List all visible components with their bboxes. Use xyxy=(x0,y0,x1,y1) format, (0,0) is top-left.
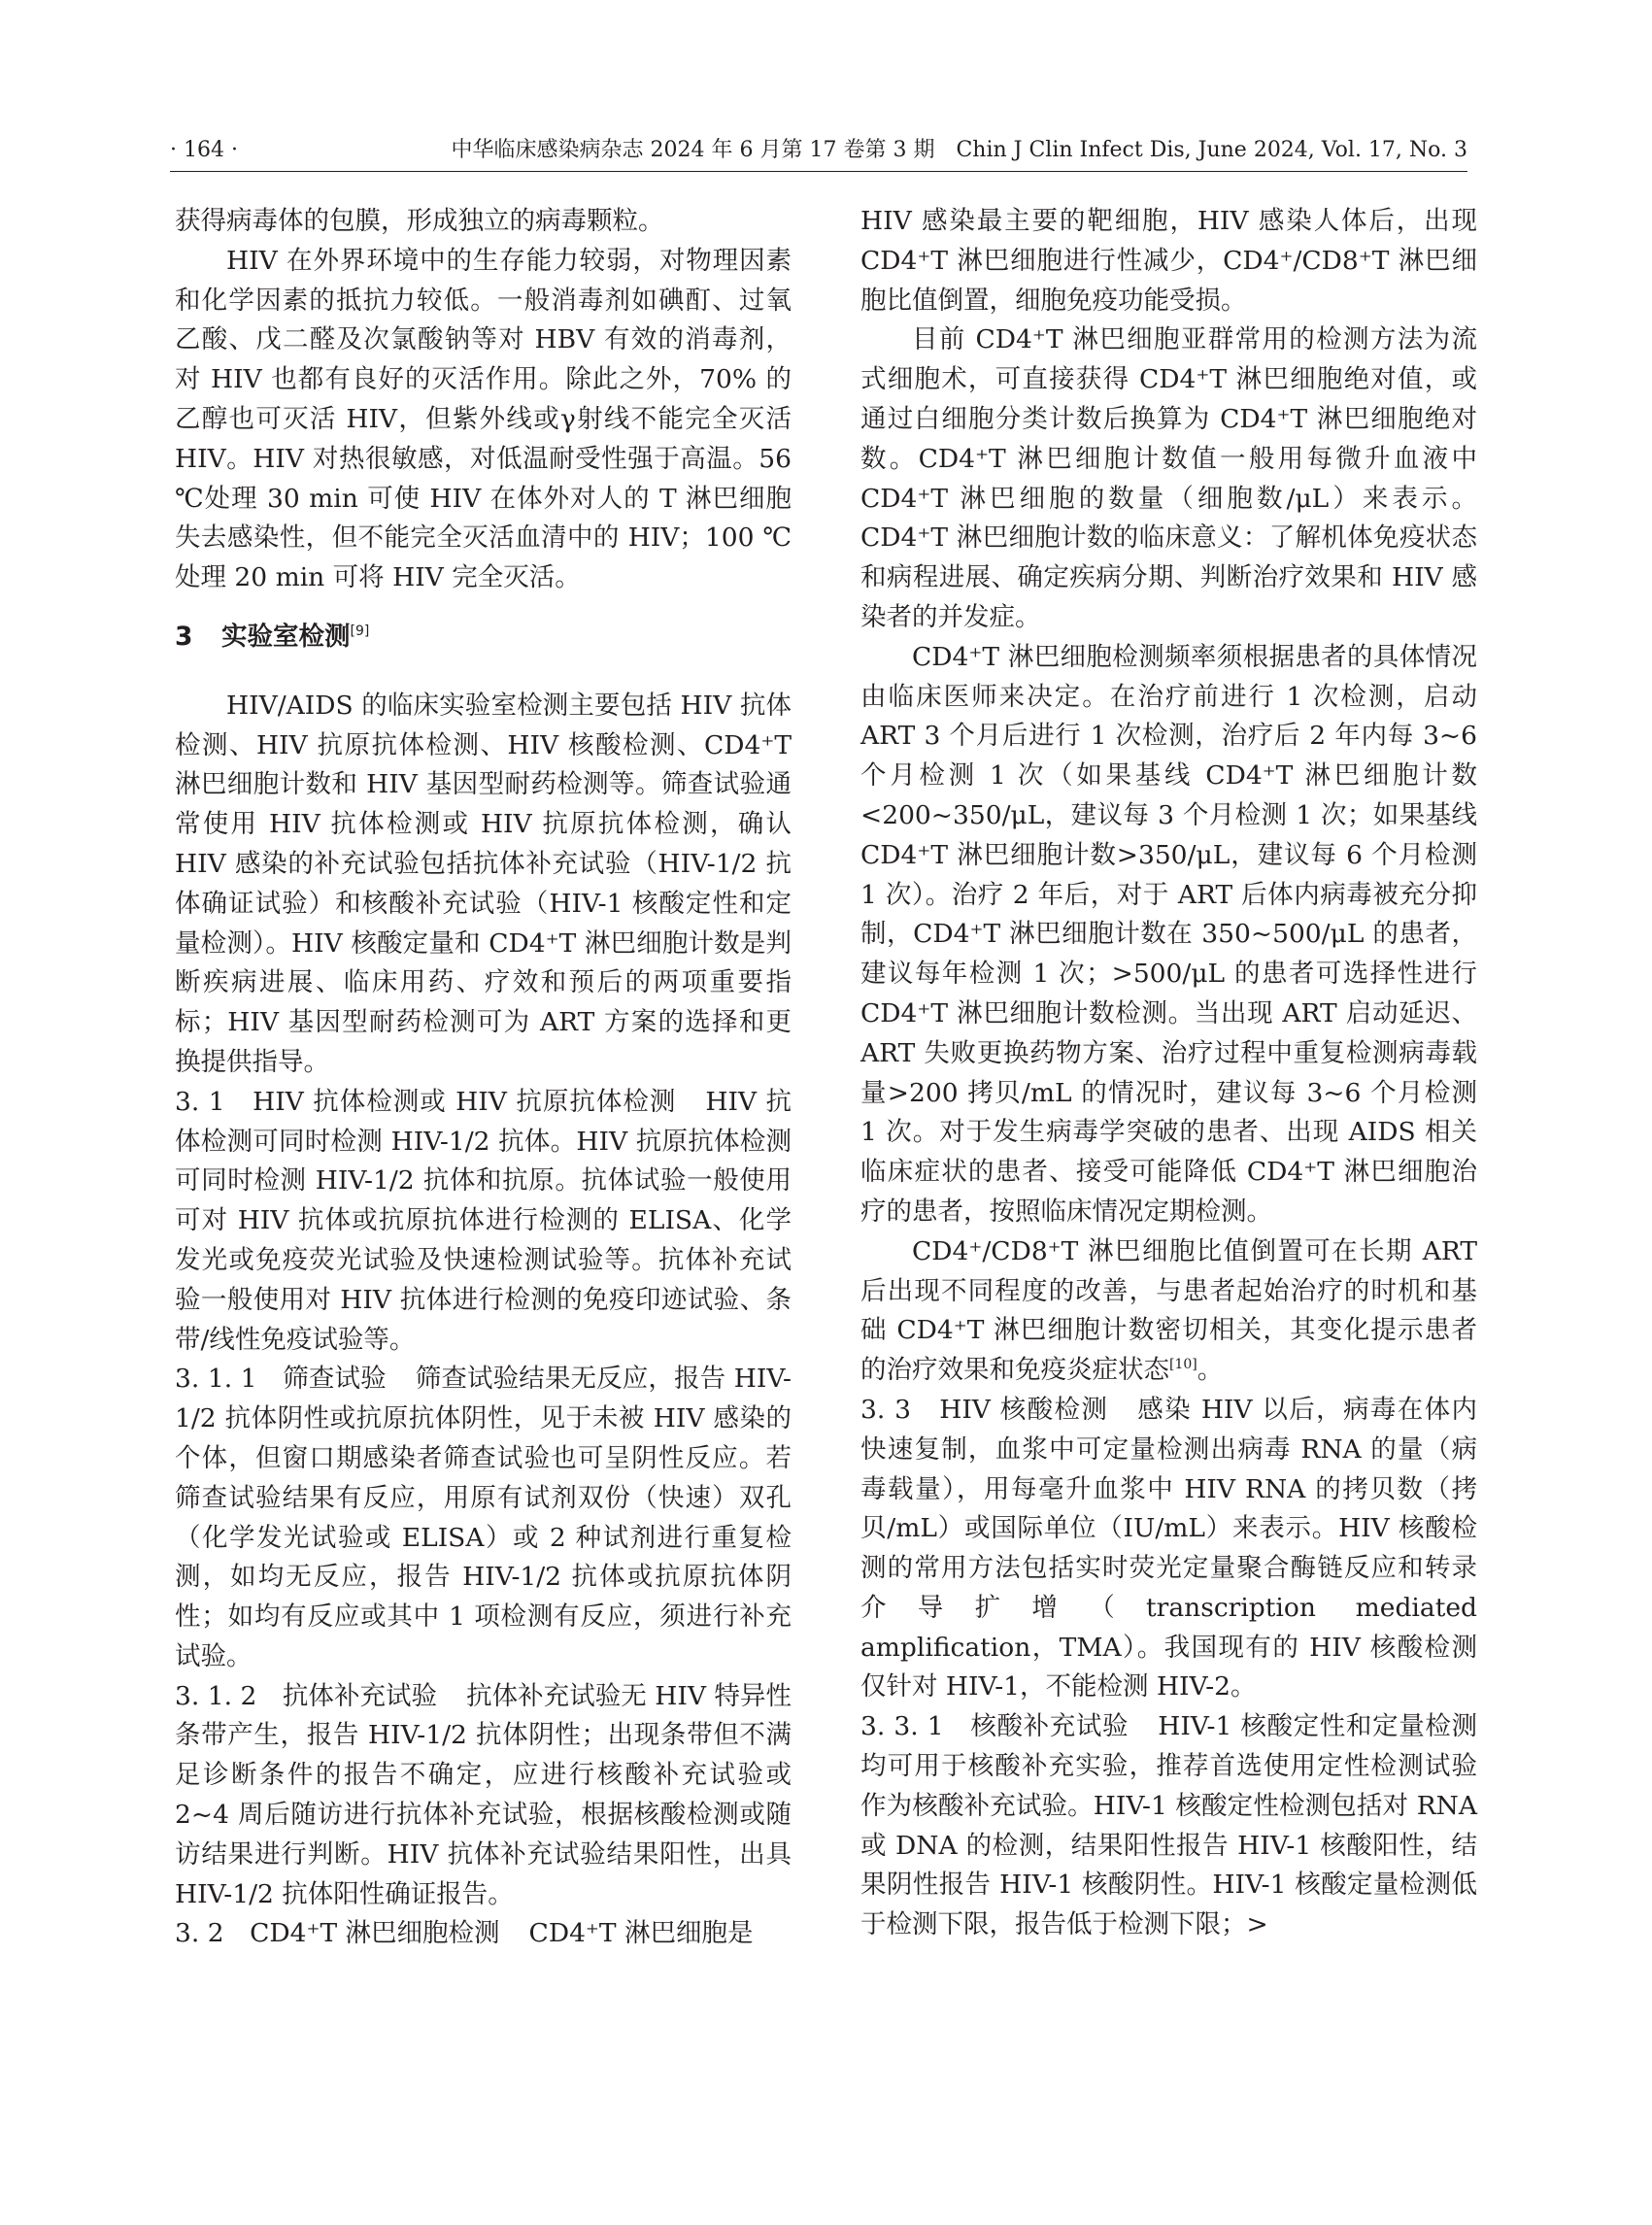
section-title: 实验室检测 xyxy=(221,621,351,652)
citation-ref: [9] xyxy=(350,623,370,639)
subsection-heading: 3. 2 CD4⁺T 淋巴细胞检测 xyxy=(175,1918,500,1949)
subsection-paragraph xyxy=(175,1083,792,1361)
paragraph-text: CD4⁺/CD8⁺T 淋巴细胞比值倒置可在长期 ART 后出现不同程度的改善，与患者起始治疗的时机和基础 CD4⁺T 淋巴细胞计数密切相关，其变化提示患者的治疗效果和免疫炎症状态 xyxy=(860,1235,1477,1386)
right-column xyxy=(860,202,1477,1945)
paragraph-end: 。 xyxy=(1197,1355,1224,1386)
left-column xyxy=(175,202,792,1954)
subsection-heading: 3. 3 HIV 核酸检测 xyxy=(860,1394,1109,1425)
subsection-body: 感染 HIV 以后，病毒在体内快速复制，血浆中可定量检测出病毒 RNA 的量（病毒载量），用每毫升血浆中 HIV RNA 的拷贝数（拷贝/mL）或国际单位（IU/mL）来表示。HIV 核酸检测的常用方法包括实时荧光定量聚合酶链反应和转录介导扩增（transcription mediated amplification，TMA）。我国现有的 HIV 核酸检测仅针对 HIV-1，不能检测 HIV-2。 xyxy=(860,1394,1477,1702)
paragraph: HIV 感染最主要的靶细胞，HIV 感染人体后，出现 CD4⁺T 淋巴细胞进行性减少，CD4⁺/CD8⁺T 淋巴细胞比值倒置，细胞免疫功能受损。 xyxy=(860,206,1477,316)
running-header xyxy=(170,134,1467,167)
subsection-paragraph xyxy=(860,1391,1477,1707)
subsection-body: CD4⁺T 淋巴细胞是 xyxy=(528,1918,754,1949)
paragraph: HIV/AIDS 的临床实验室检测主要包括 HIV 抗体检测、HIV 抗原抗体检测、HIV 核酸检测、CD4⁺T 淋巴细胞计数和 HIV 基因型耐药检测等。筛查试验通常使用 HIV 抗体检测或 HIV 抗原抗体检测，确认 HIV 感染的补充试验包括抗体补充试验（HIV-1/2 抗体确证试验）和核酸补充试验（HIV-1 核酸定性和定量检测）。HIV 核酸定量和 CD4⁺T 淋巴细胞计数是判断疾病进展、临床用药、疗效和预后的两项重要指标；HIV 基因型耐药检测可为 ART 方案的选择和更换提供指导。 xyxy=(175,690,792,1077)
subsection-heading: 3. 1. 1 筛查试验 xyxy=(175,1364,387,1395)
subsection-body: 抗体补充试验无 HIV 特异性条带产生，报告 HIV-1/2 抗体阴性；出现条带但不满足诊断条件的报告不确定，应进行核酸补充试验或 2~4 周后随访进行抗体补充试验，根据核酸检测或随访结果进行判断。HIV 抗体补充试验结果阳性，出具 HIV-1/2 抗体阳性确证报告。 xyxy=(175,1680,792,1909)
paragraph: CD4⁺T 淋巴细胞检测频率须根据患者的具体情况由临床医师来决定。在治疗前进行 1 次检测，启动 ART 3 个月后进行 1 次检测，治疗后 2 年内每 3~6 个月检测 1 次（如果基线 CD4⁺T 淋巴细胞计数<200~350/μL，建议每 3 个月检测 1 次；如果基线 CD4⁺T 淋巴细胞计数>350/μL，建议每 6 个月检测 1 次）。治疗 2 年后，对于 ART 后体内病毒被充分抑制，CD4⁺T 淋巴细胞计数在 350~500/μL 的患者，建议每年检测 1 次；>500/μL 的患者可选择性进行 CD4⁺T 淋巴细胞计数检测。当出现 ART 启动延迟、ART 失败更换药物方案、治疗过程中重复检测病毒载量>200 拷贝/mL 的情况时，建议每 3~6 个月检测 1 次。对于发生病毒学突破的患者、出现 AIDS 相关临床症状的患者、接受可能降低 CD4⁺T 淋巴细胞治疗的患者，按照临床情况定期检测。 xyxy=(860,641,1477,1227)
header-rule xyxy=(170,171,1467,172)
subsection-heading: 3. 1 HIV 抗体检测或 HIV 抗原抗体检测 xyxy=(175,1086,677,1117)
subsection-paragraph xyxy=(175,1360,792,1676)
section-heading xyxy=(175,618,792,657)
subsection-heading: 3. 1. 2 抗体补充试验 xyxy=(175,1680,438,1711)
subsection-body: HIV 抗体检测可同时检测 HIV-1/2 抗体。HIV 抗原抗体检测可同时检测 HIV-1/2 抗体和抗原。抗体试验一般使用可对 HIV 抗体或抗原抗体进行检测的 ELISA、化学发光或免疫荧光试验及快速检测试验等。抗体补充试验一般使用对 HIV 抗体进行检测的免疫印迹试验、条带/线性免疫试验等。 xyxy=(175,1086,792,1355)
subsection-body: 筛查试验结果无反应，报告 HIV-1/2 抗体阴性或抗原抗体阴性，见于未被 HIV 感染的个体，但窗口期感染者筛查试验也可呈阴性反应。若筛查试验结果有反应，用原有试剂双份（快速）双孔（化学发光试验或 ELISA）或 2 种试剂进行重复检测，如均无反应，报告 HIV-1/2 抗体或抗原抗体阴性；如均有反应或其中 1 项检测有反应，须进行补充试验。 xyxy=(175,1364,792,1671)
paragraph: HIV 在外界环境中的生存能力较弱，对物理因素和化学因素的抵抗力较低。一般消毒剂如碘酊、过氧乙酸、戊二醛及次氯酸钠等对 HBV 有效的消毒剂，对 HIV 也都有良好的灭活作用。除此之外，70% 的乙醇也可灭活 HIV，但紫外线或γ射线不能完全灭活 HIV。HIV 对热很敏感，对低温耐受性强于高温。56 ℃处理 30 min 可使 HIV 在体外对人的 T 淋巴细胞失去感染性，但不能完全灭活血清中的 HIV；100 ℃处理 20 min 可将 HIV 完全灭活。 xyxy=(175,245,792,593)
journal-citation: 中华临床感染病杂志 2024 年 6 月第 17 卷第 3 期 Chin J Clin Infect Dis, June 2024, Vol. 17, No. 3 xyxy=(451,138,1467,162)
subsection-paragraph xyxy=(175,1677,792,1915)
subsection-paragraph xyxy=(860,1707,1477,1945)
paragraph: 获得病毒体的包膜，形成独立的病毒颗粒。 xyxy=(175,206,664,236)
subsection-body: HIV-1 核酸定性和定量检测均可用于核酸补充实验，推荐首选使用定性检测试验作为核酸补充试验。HIV-1 核酸定性检测包括对 RNA 或 DNA 的检测，结果阳性报告 HIV-1 核酸阳性，结果阴性报告 HIV-1 核酸阴性。HIV-1 核酸定量检测低于检测下限，报告低于检测下限；> xyxy=(860,1711,1477,1940)
citation-ref: [10] xyxy=(1169,1357,1197,1373)
paragraph xyxy=(860,1232,1477,1391)
page-number: · 164 · xyxy=(170,138,238,162)
paragraph: 目前 CD4⁺T 淋巴细胞亚群常用的检测方法为流式细胞术，可直接获得 CD4⁺T 淋巴细胞绝对值，或通过白细胞分类计数后换算为 CD4⁺T 淋巴细胞绝对数。CD4⁺T 淋巴细胞计数值一般用每微升血液中 CD4⁺T 淋巴细胞的数量（细胞数/μL）来表示。CD4⁺T 淋巴细胞计数的临床意义：了解机体免疫状态和病程进展、确定疾病分期、判断治疗效果和 HIV 感染者的并发症。 xyxy=(860,324,1477,632)
section-number: 3 xyxy=(175,621,193,652)
subsection-heading: 3. 3. 1 核酸补充试验 xyxy=(860,1711,1129,1742)
subsection-paragraph xyxy=(175,1914,792,1954)
